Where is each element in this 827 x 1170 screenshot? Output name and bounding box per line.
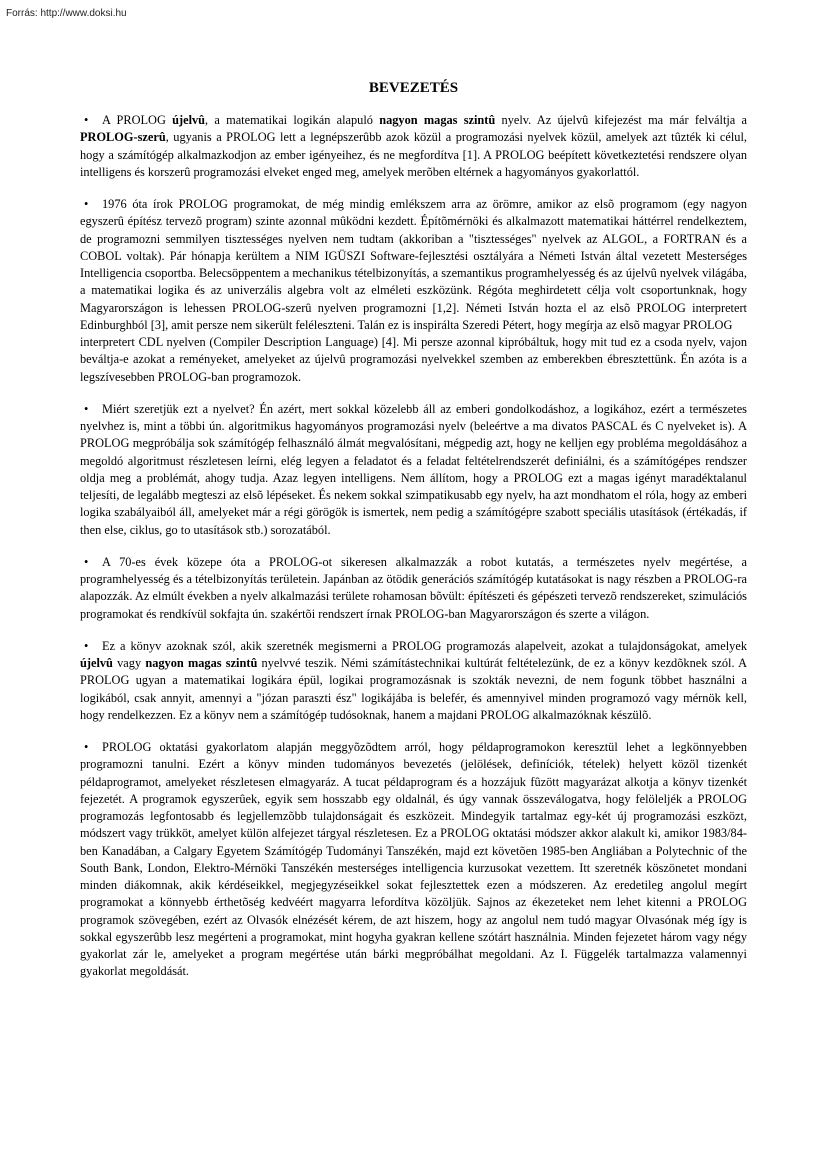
text-span: A PROLOG	[102, 113, 173, 127]
text-span: nyelvvé teszik. Némi számítástechnikai kultúrát feltételezünk, de ez a könyv kezdõknek szól. A PROLOG ugyan a matematikai logikára épül, logikai programozásnak is szokták nevezni, de nem fogunk többet használni a logikából, csak annyit, amennyi a "józan paraszti ész" logikájába is belefér, és amennyivel minden programozó vagy mérnök kell, hogy rendelkezzen. Ez a könyv nem a számítógép tudósoknak, hanem a majdani PROLOG alkalmazóknak készülõ.	[80, 656, 748, 722]
bullet: •	[84, 638, 89, 653]
source-header: Forrás: http://www.doksi.hu	[6, 8, 127, 19]
paragraph-6	[80, 739, 747, 981]
bullet: •	[84, 113, 89, 127]
paragraph-5	[80, 638, 747, 724]
paragraph-3	[80, 401, 747, 539]
text-span: nyelv. Az újelvû kifejezést ma már felváltja a	[495, 113, 748, 127]
text-span: 1976 óta írok PROLOG programokat, de még mindig emlékszem arra az örömre, amikor az elsõ programom (egy nagyon egyszerû építész tervezõ program) szinte azonnal mûködni kezdett. Építõmérnöki és alkalmazott matematikai háttérrel rendelkeztem, de programozni semmilyen tisztességes nyelven nem tudtam (akkoriban a "tisztességes" nyelvek az ALGOL, a FORTRAN és a COBOL voltak). Pár hónapja kerültem a NIM IGÜSZI Software-fejlesztési osztályára a Németi István által vezetett Mesterséges Intelligencia csoportba. Belecsöppentem a mechanikus tételbizonyítás, a szemantikus programhelyesség és az újelvû nyelvek világába, a matematikai logika és az univerzális algebra volt az elméleti eszközünk. Régóta meghirdetett célja volt csoportunknak, hogy Magyarországon is lehessen PROLOG-szerû nyelven programozni [1,2]. Németi István hozta el az elsõ PROLOG interpretert Edinburghból [3], amit persze nem sikerült feléleszteni. Talán ez is inspirálta Szeredi Pétert, hogy megírja az elsõ magyar PROLOG	[80, 197, 747, 332]
text-span: Miért szeretjük ezt a nyelvet? Én azért, mert sokkal közelebb áll az emberi gondolkodáshoz, a logikához, ezért a természetes nyelvhez is, mint a többi ún. algoritmikus hagyományos programozási nyelv (beleértve a ma divatos PASCAL és C nyelveket is). A PROLOG megpróbálja sok számítógép felhasználó álmát megvalósítani, mégpedig azt, hogy ne kelljen egy probléma megoldásához a megoldó algoritmust részletesen leírni, elég legyen a feladatot és a feladat feltételrendszerét definiálni, és a számítógépes rendszer oldja meg a problémát, ahogy tudja. Azaz legyen intelligens. Nem állítom, hogy a PROLOG ezt a magas igényt maradéktalanul teljesíti, de legalább megteszi az elsõ lépéseket. És nekem sokkal szimpatikusabb egy nyelv, ha azt mondhatom el róla, hogy az emberi logika szabályaiból áll, amelyeket már a régi görögök is ismertek, nem pedig a számítógépre szabott speciális utasítások (értékadás, if then else, ciklus, go to utasítások stb.) sorozatából.	[80, 401, 747, 537]
paragraph-4	[80, 554, 747, 623]
text-span: PROLOG oktatási gyakorlatom alapján meggyõzõdtem arról, hogy példaprogramokon keresztül lehet a legkönnyebben programozni tanulni. Ezért a könyv minden tudományos bevezetés (jelölések, definíciók, tételek) helyett közöl tizenkét példaprogramot, amelyeket részletesen elmagyaráz. A tucat példaprogram és a hozzájuk fûzött magyarázat alkotja a könyv tizenkét fejezetét. A programok egyszerûek, egyik sem hosszabb egy oldalnál, és úgy vannak összeválogatva, hogy felöleljék a PROLOG programozás legfontosabb és legjellemzõbb tulajdonságait és eszközeit. Mindegyik tartalmaz egy-két új programozási eszközt, módszert vagy trükköt, amelyet külön alfejezet tárgyal részletesen. Ez a PROLOG oktatási módszer akkor alakult ki, amikor 1983/84-ben Kanadában, a Calgary Egyetem Számítógép Tudományi Tanszékén, majd ezt követõen 1985-ben Angliában a Polytechnic of the South Bank, London, Elektro-Mérnöki Tanszékén mesterséges intelligencia kurzusokat vezettem. Itt szeretnék köszönetet mondani minden diákomnak, akik kérdéseikkel, megjegyzéseikkel sokat fejlesztettek ezen a módszeren. Az eredetileg angolul megírt programokat a könnyebb érthetõség kedvéért magyarra lefordítva közöljük. Sajnos az ékezeteket nem lehet kitenni a PROLOG programok szövegében, ezért az Olvasók elnézését kérem, de azt hiszem, hogy az angolul nem tudó magyar Olvasónak még így is sokkal egyszerûbb lesz megérteni a programokat, mint hogyha gyakran kellene szótárt használnia. Minden fejezetet három vagy négy gyakorlat zár le, amelyeket a program megértése után bárki megpróbálhat megoldani. Az I. Függelék tartalmazza valamennyi gyakorlat megoldását.	[80, 740, 747, 979]
text-span: interpretert CDL nyelven (Compiler Description Language) [4]. Mi persze azonnal kipróbáltuk, hogy mit tud ez a csoda nyelv, vajon beváltja-e azokat a reményeket, amelyeket az újelvû programozási nyelvekkel szemben az emberekben ébresztettünk. Én azóta is a legszívesebben PROLOG-ban programozok.	[80, 335, 747, 384]
bold-term: nagyon magas szintû	[379, 113, 496, 127]
text-span: Ez a könyv azoknak szól, akik szeretnék megismerni a PROLOG programozás alapelveit, azokat a tulajdonságokat, amelyek	[102, 638, 747, 653]
text-span: A 70-es évek közepe óta a PROLOG-ot sikeresen alkalmazzák a robot kutatás, a természetes nyelv megértése, a programhelyesség és a tételbizonyítás területein. Japánban az ötödik generációs számítógép kutatásokat is nagy részben a PROLOG-ra alapozzák. Az elmúlt években a nyelv alkalmazási területe rohamosan bõvült: építészeti és gépészeti tervezõ rendszereket, szimulációs programokat és rendkívül sokfajta ún. szakértõi rendszert írnak PROLOG-ban Magyarországon és szerte a világon.	[80, 554, 747, 621]
bullet: •	[84, 554, 89, 569]
page-title: BEVEZETÉS	[368, 80, 459, 96]
text-span: vagy	[112, 656, 146, 670]
bullet: •	[84, 401, 89, 416]
text-span: , ugyanis a PROLOG lett a legnépszerûbb azok közül a programozási nyelvek közül, amelyek azt tûzték ki célul, hogy a számítógép alkalmazkodjon az ember igényeihez, és ne megfordítva [1]. A PROLOG beépített következtetési rendszere olyan intelligens és korszerû programozási elveket enged meg, amelyek merõben eltérnek a hagyományos gyakorlattól.	[80, 130, 747, 179]
paragraph-1	[80, 112, 747, 181]
paragraph-2	[80, 196, 747, 386]
bullet: •	[84, 740, 89, 754]
bold-term: nagyon magas szintû	[145, 656, 258, 670]
document-body	[80, 112, 747, 996]
bold-term: újelvû	[80, 656, 113, 670]
bullet: •	[84, 197, 89, 211]
bold-term: PROLOG-szerû	[80, 130, 166, 145]
text-span: , a matematikai logikán alapuló	[205, 113, 380, 127]
bold-term: újelvû	[172, 113, 206, 127]
